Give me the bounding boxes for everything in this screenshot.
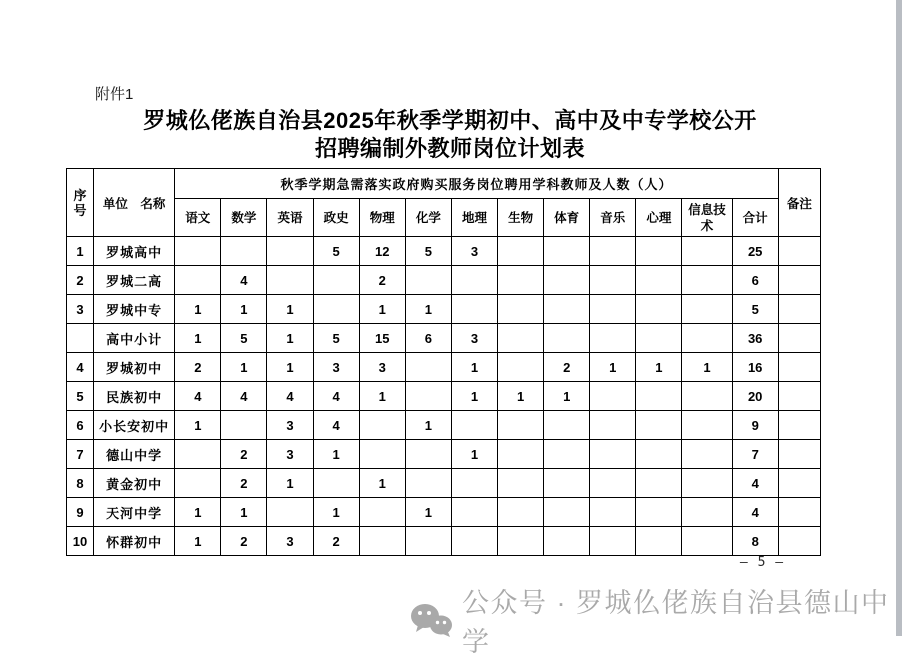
row-value-cell: 5 bbox=[313, 324, 359, 353]
header-subject: 数学 bbox=[221, 199, 267, 237]
row-value-cell bbox=[636, 498, 682, 527]
row-value-cell bbox=[451, 469, 497, 498]
row-value-cell bbox=[682, 498, 732, 527]
row-value-cell: 1 bbox=[544, 382, 590, 411]
row-value-cell: 1 bbox=[221, 498, 267, 527]
row-value-cell bbox=[636, 440, 682, 469]
row-remark-cell bbox=[778, 440, 820, 469]
row-value-cell: 12 bbox=[359, 237, 405, 266]
row-unit-cell: 民族初中 bbox=[94, 382, 175, 411]
row-value-cell: 1 bbox=[175, 498, 221, 527]
row-value-cell: 3 bbox=[267, 440, 313, 469]
row-remark-cell bbox=[778, 237, 820, 266]
table-row bbox=[67, 324, 821, 353]
row-unit-cell: 黄金初中 bbox=[94, 469, 175, 498]
row-value-cell bbox=[405, 266, 451, 295]
row-value-cell bbox=[405, 527, 451, 556]
row-value-cell bbox=[313, 469, 359, 498]
row-value-cell: 3 bbox=[451, 237, 497, 266]
row-value-cell bbox=[636, 411, 682, 440]
table-row bbox=[67, 295, 821, 324]
row-value-cell bbox=[267, 266, 313, 295]
row-value-cell bbox=[590, 295, 636, 324]
row-value-cell bbox=[544, 411, 590, 440]
row-value-cell: 1 bbox=[359, 382, 405, 411]
row-value-cell bbox=[636, 324, 682, 353]
row-value-cell: 2 bbox=[175, 353, 221, 382]
row-value-cell bbox=[498, 469, 544, 498]
row-value-cell: 4 bbox=[732, 469, 778, 498]
row-unit-cell: 德山中学 bbox=[94, 440, 175, 469]
row-value-cell bbox=[405, 353, 451, 382]
row-value-cell bbox=[405, 469, 451, 498]
row-value-cell bbox=[682, 527, 732, 556]
footer-watermark bbox=[410, 581, 902, 659]
recruitment-plan-table bbox=[66, 168, 821, 556]
row-serial-cell: 2 bbox=[67, 266, 94, 295]
row-unit-cell: 小长安初中 bbox=[94, 411, 175, 440]
row-value-cell: 4 bbox=[313, 382, 359, 411]
row-value-cell: 3 bbox=[267, 527, 313, 556]
row-value-cell bbox=[682, 411, 732, 440]
row-value-cell: 2 bbox=[221, 527, 267, 556]
row-value-cell: 16 bbox=[732, 353, 778, 382]
row-value-cell bbox=[636, 295, 682, 324]
row-value-cell bbox=[590, 498, 636, 527]
row-value-cell: 1 bbox=[359, 295, 405, 324]
row-value-cell bbox=[682, 237, 732, 266]
row-value-cell bbox=[359, 498, 405, 527]
row-value-cell: 1 bbox=[267, 469, 313, 498]
row-value-cell: 2 bbox=[313, 527, 359, 556]
row-value-cell bbox=[682, 266, 732, 295]
row-unit-cell: 天河中学 bbox=[94, 498, 175, 527]
row-unit-cell: 罗城高中 bbox=[94, 237, 175, 266]
row-value-cell: 4 bbox=[313, 411, 359, 440]
row-value-cell bbox=[682, 324, 732, 353]
row-value-cell: 1 bbox=[636, 353, 682, 382]
row-value-cell bbox=[221, 411, 267, 440]
header-subject: 音乐 bbox=[590, 199, 636, 237]
row-value-cell: 1 bbox=[175, 295, 221, 324]
row-value-cell bbox=[590, 324, 636, 353]
row-value-cell: 1 bbox=[221, 295, 267, 324]
row-value-cell bbox=[405, 382, 451, 411]
row-value-cell bbox=[498, 498, 544, 527]
header-subject: 体育 bbox=[544, 199, 590, 237]
row-remark-cell bbox=[778, 266, 820, 295]
row-value-cell: 1 bbox=[498, 382, 544, 411]
row-value-cell bbox=[498, 411, 544, 440]
row-value-cell: 1 bbox=[313, 440, 359, 469]
row-value-cell bbox=[451, 266, 497, 295]
row-value-cell bbox=[682, 469, 732, 498]
row-value-cell: 4 bbox=[221, 266, 267, 295]
header-subject: 地理 bbox=[451, 199, 497, 237]
table-row bbox=[67, 353, 821, 382]
row-value-cell: 7 bbox=[732, 440, 778, 469]
header-subject: 化学 bbox=[405, 199, 451, 237]
table-row bbox=[67, 266, 821, 295]
table-row bbox=[67, 527, 821, 556]
row-value-cell bbox=[267, 237, 313, 266]
row-value-cell bbox=[682, 295, 732, 324]
table-row bbox=[67, 440, 821, 469]
row-value-cell bbox=[498, 324, 544, 353]
row-value-cell bbox=[313, 266, 359, 295]
row-unit-cell: 罗城中专 bbox=[94, 295, 175, 324]
row-serial-cell: 8 bbox=[67, 469, 94, 498]
table-row bbox=[67, 469, 821, 498]
row-value-cell: 1 bbox=[405, 498, 451, 527]
row-value-cell: 36 bbox=[732, 324, 778, 353]
row-value-cell: 1 bbox=[267, 295, 313, 324]
row-value-cell bbox=[544, 440, 590, 469]
table-row bbox=[67, 411, 821, 440]
row-value-cell: 6 bbox=[732, 266, 778, 295]
document-title bbox=[40, 107, 860, 163]
row-value-cell: 1 bbox=[175, 527, 221, 556]
row-value-cell: 6 bbox=[405, 324, 451, 353]
header-subject: 政史 bbox=[313, 199, 359, 237]
attachment-label: 附件1 bbox=[95, 86, 134, 103]
row-value-cell bbox=[405, 440, 451, 469]
row-value-cell: 1 bbox=[590, 353, 636, 382]
table-row bbox=[67, 498, 821, 527]
row-value-cell bbox=[544, 237, 590, 266]
row-value-cell bbox=[451, 527, 497, 556]
row-unit-cell: 罗城二高 bbox=[94, 266, 175, 295]
row-value-cell bbox=[544, 295, 590, 324]
row-serial-cell: 3 bbox=[67, 295, 94, 324]
row-remark-cell bbox=[778, 353, 820, 382]
row-value-cell bbox=[590, 469, 636, 498]
row-value-cell bbox=[175, 237, 221, 266]
row-value-cell bbox=[175, 266, 221, 295]
row-value-cell: 5 bbox=[405, 237, 451, 266]
row-value-cell bbox=[498, 527, 544, 556]
row-value-cell: 1 bbox=[451, 440, 497, 469]
page-edge-strip bbox=[896, 0, 902, 636]
row-value-cell bbox=[636, 469, 682, 498]
row-value-cell bbox=[313, 295, 359, 324]
row-value-cell bbox=[498, 266, 544, 295]
row-value-cell: 1 bbox=[451, 353, 497, 382]
row-value-cell: 1 bbox=[267, 324, 313, 353]
header-subject: 信息技术 bbox=[682, 199, 732, 237]
table-header bbox=[67, 169, 821, 237]
row-value-cell bbox=[498, 440, 544, 469]
row-value-cell: 3 bbox=[313, 353, 359, 382]
header-serial-number: 序号 bbox=[67, 169, 94, 237]
row-value-cell bbox=[175, 440, 221, 469]
row-unit-cell: 怀群初中 bbox=[94, 527, 175, 556]
row-value-cell bbox=[175, 469, 221, 498]
row-unit-cell: 高中小计 bbox=[94, 324, 175, 353]
subject-header-row bbox=[67, 199, 821, 237]
row-value-cell bbox=[590, 527, 636, 556]
row-serial-cell: 9 bbox=[67, 498, 94, 527]
row-value-cell bbox=[590, 440, 636, 469]
row-value-cell: 25 bbox=[732, 237, 778, 266]
row-value-cell: 2 bbox=[544, 353, 590, 382]
row-value-cell: 2 bbox=[221, 440, 267, 469]
row-value-cell bbox=[544, 324, 590, 353]
row-remark-cell bbox=[778, 295, 820, 324]
row-value-cell: 2 bbox=[221, 469, 267, 498]
row-value-cell: 20 bbox=[732, 382, 778, 411]
title-line-1: 罗城仫佬族自治县2025年秋季学期初中、高中及中专学校公开 bbox=[143, 108, 757, 133]
row-serial-cell: 5 bbox=[67, 382, 94, 411]
table-body bbox=[67, 237, 821, 556]
row-value-cell: 5 bbox=[313, 237, 359, 266]
row-serial-cell: 6 bbox=[67, 411, 94, 440]
row-remark-cell bbox=[778, 527, 820, 556]
row-value-cell: 3 bbox=[267, 411, 313, 440]
row-value-cell bbox=[590, 266, 636, 295]
row-remark-cell bbox=[778, 498, 820, 527]
row-value-cell bbox=[498, 295, 544, 324]
row-value-cell: 1 bbox=[405, 295, 451, 324]
row-value-cell bbox=[451, 411, 497, 440]
header-subject: 生物 bbox=[498, 199, 544, 237]
row-value-cell: 1 bbox=[221, 353, 267, 382]
row-value-cell bbox=[451, 295, 497, 324]
row-value-cell: 2 bbox=[359, 266, 405, 295]
row-value-cell bbox=[544, 498, 590, 527]
row-value-cell: 1 bbox=[359, 469, 405, 498]
row-serial-cell bbox=[67, 324, 94, 353]
header-subject: 语文 bbox=[175, 199, 221, 237]
row-value-cell bbox=[590, 237, 636, 266]
row-value-cell: 1 bbox=[267, 353, 313, 382]
row-remark-cell bbox=[778, 324, 820, 353]
row-value-cell: 15 bbox=[359, 324, 405, 353]
row-value-cell: 9 bbox=[732, 411, 778, 440]
row-remark-cell bbox=[778, 382, 820, 411]
row-value-cell bbox=[590, 411, 636, 440]
row-value-cell: 1 bbox=[175, 411, 221, 440]
row-value-cell bbox=[544, 469, 590, 498]
row-serial-cell: 10 bbox=[67, 527, 94, 556]
row-value-cell: 5 bbox=[732, 295, 778, 324]
row-value-cell bbox=[682, 382, 732, 411]
row-value-cell bbox=[636, 266, 682, 295]
row-value-cell bbox=[359, 527, 405, 556]
row-value-cell: 1 bbox=[451, 382, 497, 411]
row-value-cell: 3 bbox=[359, 353, 405, 382]
header-subject: 物理 bbox=[359, 199, 405, 237]
row-value-cell: 8 bbox=[732, 527, 778, 556]
row-value-cell bbox=[636, 382, 682, 411]
row-remark-cell bbox=[778, 469, 820, 498]
page-number: — 5 — bbox=[739, 555, 785, 570]
row-remark-cell bbox=[778, 411, 820, 440]
row-value-cell bbox=[590, 382, 636, 411]
row-value-cell: 3 bbox=[451, 324, 497, 353]
row-unit-cell: 罗城初中 bbox=[94, 353, 175, 382]
header-subject: 合计 bbox=[732, 199, 778, 237]
footer-text: 公众号 · 罗城仫佬族自治县德山中学 bbox=[462, 588, 890, 657]
wechat-icon bbox=[410, 603, 454, 637]
table-row bbox=[67, 382, 821, 411]
row-value-cell: 1 bbox=[313, 498, 359, 527]
row-value-cell bbox=[267, 498, 313, 527]
row-value-cell bbox=[498, 353, 544, 382]
row-value-cell bbox=[498, 237, 544, 266]
row-value-cell bbox=[682, 440, 732, 469]
row-value-cell bbox=[636, 237, 682, 266]
row-value-cell: 1 bbox=[682, 353, 732, 382]
row-value-cell bbox=[636, 527, 682, 556]
header-remark: 备注 bbox=[778, 169, 820, 237]
row-value-cell: 4 bbox=[732, 498, 778, 527]
row-serial-cell: 4 bbox=[67, 353, 94, 382]
row-serial-cell: 1 bbox=[67, 237, 94, 266]
row-value-cell: 4 bbox=[221, 382, 267, 411]
header-unit-name: 单位 名称 bbox=[94, 169, 175, 237]
row-value-cell bbox=[451, 498, 497, 527]
row-value-cell: 1 bbox=[175, 324, 221, 353]
row-serial-cell: 7 bbox=[67, 440, 94, 469]
header-subject: 英语 bbox=[267, 199, 313, 237]
row-value-cell bbox=[221, 237, 267, 266]
row-value-cell bbox=[544, 266, 590, 295]
row-value-cell: 4 bbox=[175, 382, 221, 411]
row-value-cell bbox=[359, 440, 405, 469]
table-row bbox=[67, 237, 821, 266]
row-value-cell bbox=[359, 411, 405, 440]
header-subject: 心理 bbox=[636, 199, 682, 237]
title-line-2: 招聘编制外教师岗位计划表 bbox=[314, 136, 585, 161]
row-value-cell: 5 bbox=[221, 324, 267, 353]
header-group-title: 秋季学期急需落实政府购买服务岗位聘用学科教师及人数（人） bbox=[175, 169, 779, 199]
row-value-cell: 4 bbox=[267, 382, 313, 411]
row-value-cell bbox=[544, 527, 590, 556]
row-value-cell: 1 bbox=[405, 411, 451, 440]
